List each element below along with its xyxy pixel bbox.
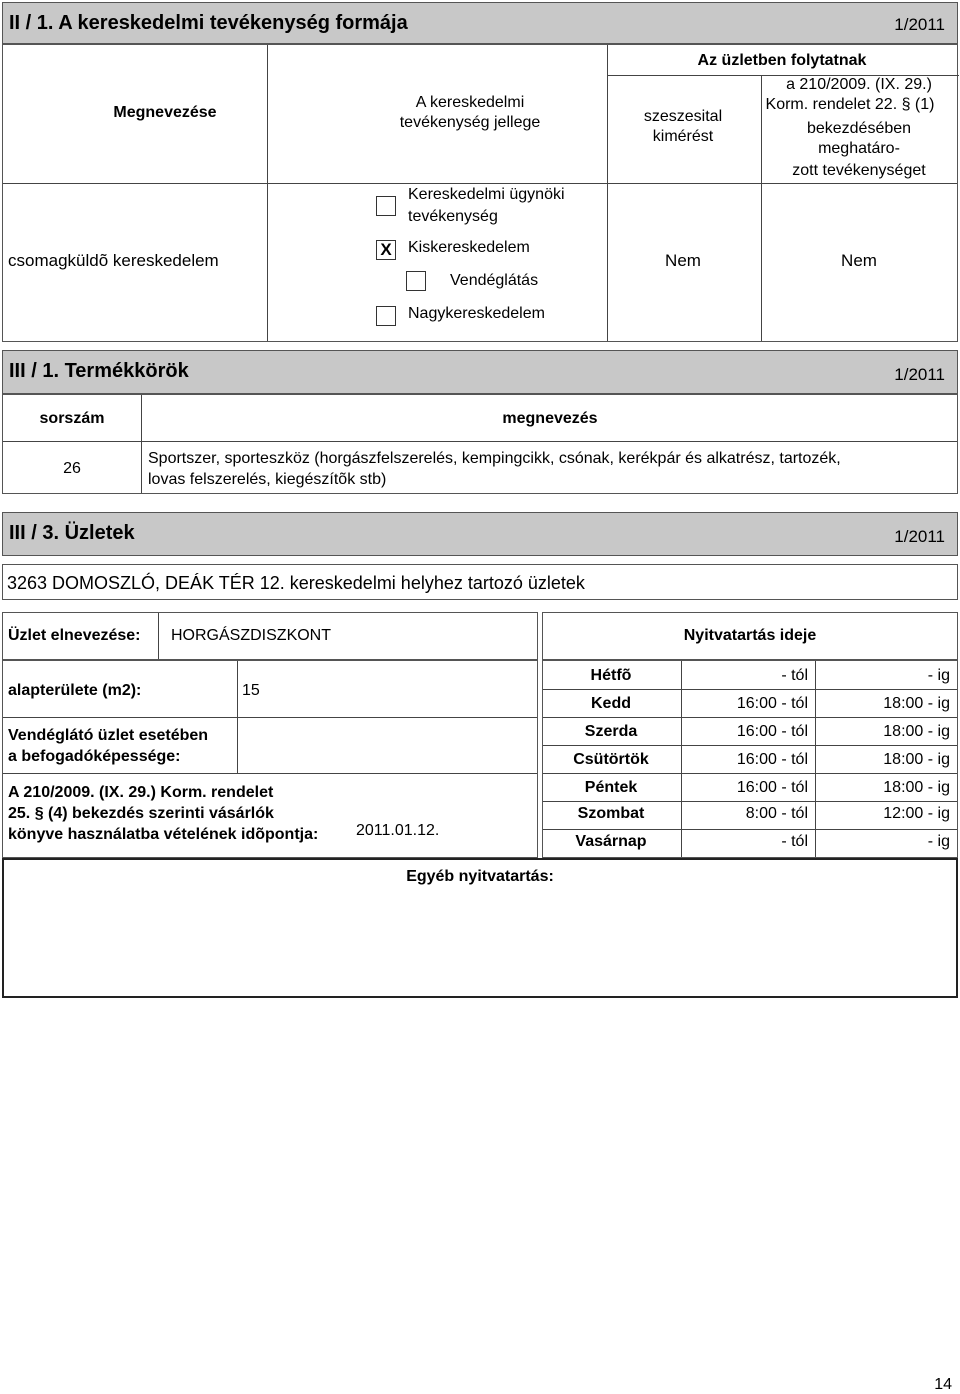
hours-to: - ig — [927, 833, 950, 850]
col-alcohol-header-1: szeszesital — [643, 108, 723, 125]
wholesale-checkbox[interactable] — [376, 306, 396, 326]
col-activity-header-1: a 210/2009. (IX. 29.) — [786, 76, 932, 93]
col-activity-header-2: Korm. rendelet 22. § (1) — [765, 96, 935, 113]
wholesale-label: Nagykereskedelem — [408, 305, 545, 322]
activity-value: Nem — [841, 251, 877, 270]
hours-day: Csütörtök — [573, 751, 649, 768]
page-number: 14 — [934, 1376, 952, 1393]
section-title: II / 1. A kereskedelmi tevékenység formája — [9, 12, 408, 34]
hours-to: 18:00 - ig — [883, 779, 950, 796]
catering-label: Vendéglátás — [450, 272, 539, 289]
hours-day: Vasárnap — [575, 833, 647, 850]
col-type-header-2: tevékenység jellege — [399, 114, 541, 131]
col-shop-header: Az üzletben folytatnak — [697, 52, 867, 69]
complaint-book-date: 2011.01.12. — [356, 822, 440, 839]
complaint-book-label-2: 25. § (4) bekezdés szerinti vásárlók — [8, 805, 274, 822]
hours-from: 16:00 - tól — [736, 723, 808, 740]
col-name-header: Megnevezése — [113, 104, 217, 121]
shop-name-label: Üzlet elnevezése: — [8, 627, 141, 644]
hours-to: 18:00 - ig — [883, 723, 950, 740]
area-label: alapterülete (m2): — [8, 682, 142, 699]
section-year: 1/2011 — [894, 15, 945, 34]
col-type-header-1: A kereskedelmi — [415, 94, 525, 111]
retail-checkbox[interactable]: X — [376, 240, 396, 260]
col-product-header: megnevezés — [502, 410, 598, 427]
col-alcohol-header-2: kimérést — [652, 128, 714, 145]
hours-from: - tól — [781, 833, 808, 850]
other-hours-label: Egyéb nyitvatartás: — [406, 868, 554, 885]
hours-day: Hétfõ — [590, 667, 632, 684]
hours-from: 16:00 - tól — [736, 779, 808, 796]
hours-title: Nyitvatartás ideje — [683, 627, 817, 644]
shop-address-box — [2, 564, 958, 600]
hours-day: Péntek — [584, 779, 638, 796]
section-year: 1/2011 — [894, 365, 945, 384]
product-row-text-2: lovas felszerelés, kiegészítõk stb) — [148, 471, 387, 488]
catering-checkbox[interactable] — [406, 271, 426, 291]
hours-to: 12:00 - ig — [883, 805, 950, 822]
hours-to: 18:00 - ig — [883, 751, 950, 768]
hours-day: Szerda — [584, 723, 638, 740]
hours-day: Szombat — [577, 805, 645, 822]
hours-from: 16:00 - tól — [736, 751, 808, 768]
shop-name-value: HORGÁSZDISZKONT — [171, 627, 332, 644]
product-row-text-1: Sportszer, sporteszköz (horgászfelszerelés, kempingcikk, csónak, kerékpár és alkatrész, tartozék, — [148, 450, 841, 467]
capacity-label-2: a befogadóképessége: — [8, 748, 181, 765]
alcohol-value: Nem — [665, 251, 701, 270]
hours-day: Kedd — [591, 695, 631, 712]
agent-label-1: Kereskedelmi ügynöki — [408, 186, 565, 203]
agent-label-2: tevékenység — [408, 208, 498, 225]
hours-to: - ig — [927, 667, 950, 684]
section-header-products — [2, 350, 958, 394]
product-row-no: 26 — [63, 460, 81, 477]
section-header-shops — [2, 512, 958, 556]
agent-checkbox[interactable] — [376, 196, 396, 216]
shop-address: 3263 DOMOSZLÓ, DEÁK TÉR 12. kereskedelmi helyhez tartozó üzletek — [7, 573, 585, 593]
col-activity-header-5: zott tevékenységet — [792, 162, 926, 179]
col-activity-header-4: meghatáro- — [818, 140, 900, 157]
col-activity-header-3: bekezdésében — [806, 120, 912, 137]
products-table — [2, 394, 958, 494]
section-title: III / 1. Termékkörök — [9, 360, 189, 382]
complaint-book-label-3: könyve használatba vételének idõpontja: — [8, 826, 319, 843]
retail-label: Kiskereskedelem — [408, 239, 530, 256]
capacity-label-1: Vendéglátó üzlet esetében — [8, 727, 209, 744]
hours-to: 18:00 - ig — [883, 695, 950, 712]
hours-from: 8:00 - tól — [745, 805, 808, 822]
hours-from: 16:00 - tól — [736, 695, 808, 712]
col-no-header: sorszám — [39, 410, 105, 427]
section-title: III / 3. Üzletek — [9, 522, 135, 544]
section-year: 1/2011 — [894, 527, 945, 546]
section-header-form — [2, 2, 958, 44]
trade-name-value: csomagküldõ kereskedelem — [8, 251, 219, 270]
area-value: 15 — [242, 682, 260, 699]
hours-from: - tól — [781, 667, 808, 684]
complaint-book-label-1: A 210/2009. (IX. 29.) Korm. rendelet — [8, 784, 274, 801]
